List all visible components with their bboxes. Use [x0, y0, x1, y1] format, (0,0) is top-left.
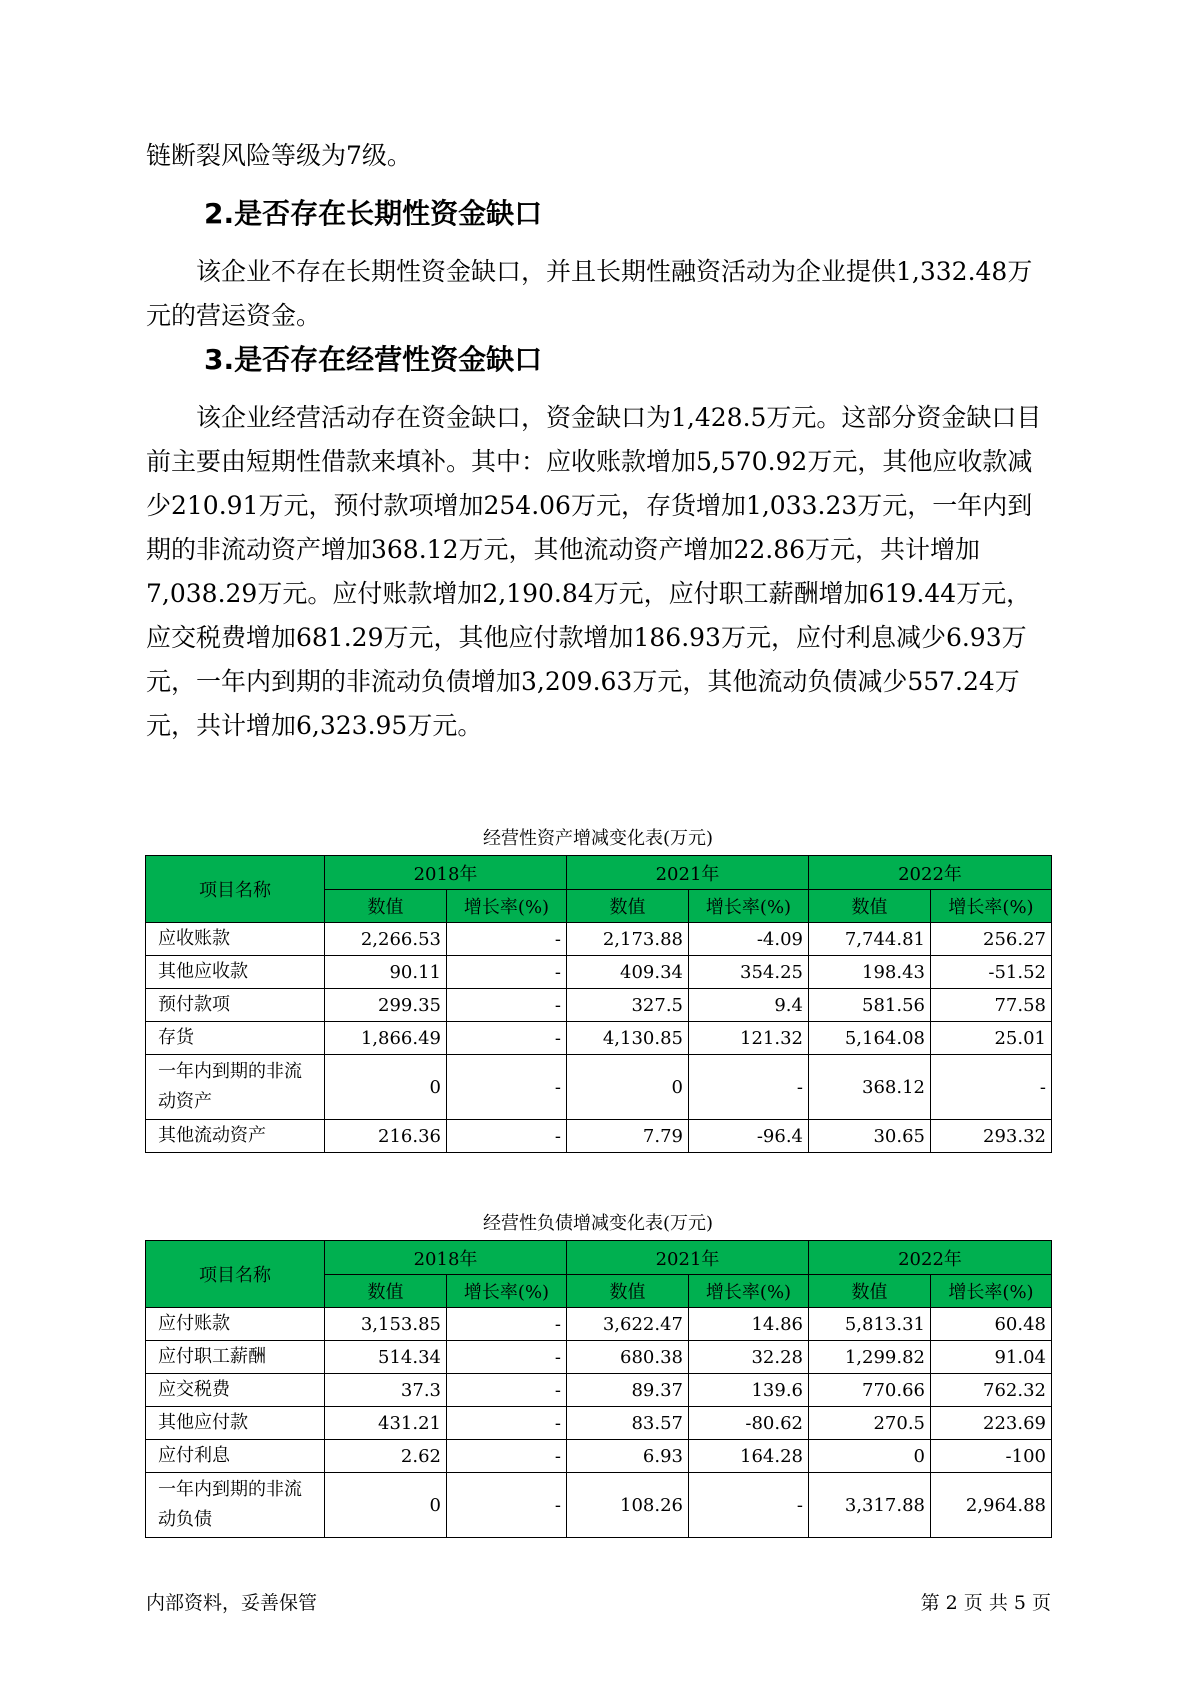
- header-year-2022: 2022年: [809, 856, 1052, 890]
- header-growth: 增长率(%): [931, 1275, 1052, 1308]
- row-name: 应交税费: [146, 1374, 325, 1407]
- value-2021: 89.37: [567, 1374, 689, 1407]
- table-row: [146, 1341, 1052, 1374]
- growth-2021: -4.09: [689, 923, 809, 956]
- assets-table-caption: 经营性资产增减变化表(万元): [482, 828, 714, 849]
- growth-2021: -80.62: [689, 1407, 809, 1440]
- value-2022: 270.5: [809, 1407, 931, 1440]
- table-row: [146, 923, 1052, 956]
- growth-2022: 293.32: [931, 1120, 1052, 1153]
- row-name: 预付款项: [146, 989, 325, 1022]
- value-2018: 0: [325, 1473, 447, 1538]
- row-name: 应付账款: [146, 1308, 325, 1341]
- value-2021: 4,130.85: [567, 1022, 689, 1055]
- value-2022: 5,813.31: [809, 1308, 931, 1341]
- table-row: [146, 1308, 1052, 1341]
- header-growth: 增长率(%): [689, 1275, 809, 1308]
- growth-2021: -: [689, 1473, 809, 1538]
- value-2018: 216.36: [325, 1120, 447, 1153]
- value-2022: 198.43: [809, 956, 931, 989]
- header-value: 数值: [325, 1275, 447, 1308]
- liabilities-table: [145, 1240, 1052, 1538]
- value-2021: 409.34: [567, 956, 689, 989]
- row-name: 应付职工薪酬: [146, 1341, 325, 1374]
- value-2021: 2,173.88: [567, 923, 689, 956]
- growth-2021: 139.6: [689, 1374, 809, 1407]
- table-row: [146, 1055, 1052, 1120]
- value-2021: 680.38: [567, 1341, 689, 1374]
- header-value: 数值: [567, 1275, 689, 1308]
- growth-2018: -: [447, 1374, 567, 1407]
- value-2018: 431.21: [325, 1407, 447, 1440]
- growth-2018: -: [447, 956, 567, 989]
- growth-2022: -: [931, 1055, 1052, 1120]
- table-row: [146, 1440, 1052, 1473]
- value-2018: 0: [325, 1055, 447, 1120]
- growth-2018: -: [447, 1407, 567, 1440]
- growth-2022: 25.01: [931, 1022, 1052, 1055]
- growth-2021: -96.4: [689, 1120, 809, 1153]
- value-2022: 30.65: [809, 1120, 931, 1153]
- assets-table: [145, 855, 1052, 1153]
- row-name: 应付利息: [146, 1440, 325, 1473]
- table-row: [146, 1374, 1052, 1407]
- table-row: [146, 989, 1052, 1022]
- value-2018: 3,153.85: [325, 1308, 447, 1341]
- growth-2018: -: [447, 1022, 567, 1055]
- growth-2022: -100: [931, 1440, 1052, 1473]
- growth-2022: 223.69: [931, 1407, 1052, 1440]
- growth-2018: -: [447, 1440, 567, 1473]
- header-value: 数值: [325, 890, 447, 923]
- growth-2022: -51.52: [931, 956, 1052, 989]
- table-row: [146, 1022, 1052, 1055]
- growth-2021: 121.32: [689, 1022, 809, 1055]
- footer-confidential-note: 内部资料，妥善保管: [146, 1592, 318, 1614]
- header-year-2018: 2018年: [325, 1241, 567, 1275]
- value-2021: 3,622.47: [567, 1308, 689, 1341]
- header-growth: 增长率(%): [447, 1275, 567, 1308]
- header-value: 数值: [567, 890, 689, 923]
- growth-2021: 32.28: [689, 1341, 809, 1374]
- row-name: 其他应付款: [146, 1407, 325, 1440]
- value-2018: 90.11: [325, 956, 447, 989]
- growth-2021: 14.86: [689, 1308, 809, 1341]
- growth-2022: 256.27: [931, 923, 1052, 956]
- value-2022: 3,317.88: [809, 1473, 931, 1538]
- growth-2018: -: [447, 1473, 567, 1538]
- value-2018: 1,866.49: [325, 1022, 447, 1055]
- row-name: 其他流动资产: [146, 1120, 325, 1153]
- value-2022: 7,744.81: [809, 923, 931, 956]
- header-growth: 增长率(%): [689, 890, 809, 923]
- section-heading-operating-gap: 3.是否存在经营性资金缺口: [204, 343, 543, 376]
- value-2022: 770.66: [809, 1374, 931, 1407]
- table-row: [146, 1473, 1052, 1538]
- growth-2022: 77.58: [931, 989, 1052, 1022]
- value-2018: 299.35: [325, 989, 447, 1022]
- value-2021: 6.93: [567, 1440, 689, 1473]
- header-value: 数值: [809, 1275, 931, 1308]
- footer-page-number: 第 2 页 共 5 页: [920, 1592, 1051, 1614]
- growth-2021: -: [689, 1055, 809, 1120]
- growth-2021: 354.25: [689, 956, 809, 989]
- value-2018: 2.62: [325, 1440, 447, 1473]
- header-growth: 增长率(%): [447, 890, 567, 923]
- growth-2022: 2,964.88: [931, 1473, 1052, 1538]
- liabilities-table-caption: 经营性负债增减变化表(万元): [482, 1213, 714, 1234]
- row-name: 一年内到期的非流动资产: [146, 1055, 325, 1120]
- value-2022: 368.12: [809, 1055, 931, 1120]
- paragraph-continuation: 链断裂风险等级为7级。: [146, 141, 412, 170]
- table-row: [146, 956, 1052, 989]
- row-name: 存货: [146, 1022, 325, 1055]
- growth-2018: -: [447, 923, 567, 956]
- header-item-name: 项目名称: [146, 1241, 325, 1308]
- table-row: [146, 1120, 1052, 1153]
- growth-2022: 762.32: [931, 1374, 1052, 1407]
- header-value: 数值: [809, 890, 931, 923]
- value-2022: 581.56: [809, 989, 931, 1022]
- header-year-2021: 2021年: [567, 1241, 809, 1275]
- growth-2021: 9.4: [689, 989, 809, 1022]
- header-year-2021: 2021年: [567, 856, 809, 890]
- value-2021: 7.79: [567, 1120, 689, 1153]
- value-2022: 0: [809, 1440, 931, 1473]
- paragraph-operating-gap: 该企业经营活动存在资金缺口，资金缺口为1,428.5万元。这部分资金缺口目前主要由短期性借款来填补。其中：应收账款增加5,570.92万元，其他应收款减少210.91万元，预付款项增加254.06万元，存货增加1,033.23万元，一年内到期的非流动资产增加368.12万元，其他流动资产增加22.86万元，共计增加7,038.29万元。应付账款增加2,190.84万元，应付职工薪酬增加619.44万元，应交税费增加681.29万元，其他应付款增加186.93万元，应付利息减少6.93万元，一年内到期的非流动负债增加3,209.63万元，其他流动负债减少557.24万元，共计增加6,323.95万元。: [146, 403, 1042, 740]
- growth-2018: -: [447, 1120, 567, 1153]
- growth-2018: -: [447, 1341, 567, 1374]
- table-row: [146, 1407, 1052, 1440]
- header-item-name: 项目名称: [146, 856, 325, 923]
- value-2022: 5,164.08: [809, 1022, 931, 1055]
- growth-2022: 60.48: [931, 1308, 1052, 1341]
- row-name: 一年内到期的非流动负债: [146, 1473, 325, 1538]
- value-2021: 327.5: [567, 989, 689, 1022]
- growth-2022: 91.04: [931, 1341, 1052, 1374]
- value-2021: 83.57: [567, 1407, 689, 1440]
- value-2018: 2,266.53: [325, 923, 447, 956]
- value-2021: 0: [567, 1055, 689, 1120]
- value-2021: 108.26: [567, 1473, 689, 1538]
- row-name: 其他应收款: [146, 956, 325, 989]
- header-year-2018: 2018年: [325, 856, 567, 890]
- value-2018: 514.34: [325, 1341, 447, 1374]
- growth-2018: -: [447, 1055, 567, 1120]
- value-2018: 37.3: [325, 1374, 447, 1407]
- growth-2021: 164.28: [689, 1440, 809, 1473]
- row-name: 应收账款: [146, 923, 325, 956]
- growth-2018: -: [447, 1308, 567, 1341]
- header-year-2022: 2022年: [809, 1241, 1052, 1275]
- section-heading-long-term-gap: 2.是否存在长期性资金缺口: [204, 197, 543, 230]
- value-2022: 1,299.82: [809, 1341, 931, 1374]
- header-growth: 增长率(%): [931, 890, 1052, 923]
- paragraph-long-term-gap: 该企业不存在长期性资金缺口，并且长期性融资活动为企业提供1,332.48万元的营运资金。: [146, 257, 1033, 330]
- growth-2018: -: [447, 989, 567, 1022]
